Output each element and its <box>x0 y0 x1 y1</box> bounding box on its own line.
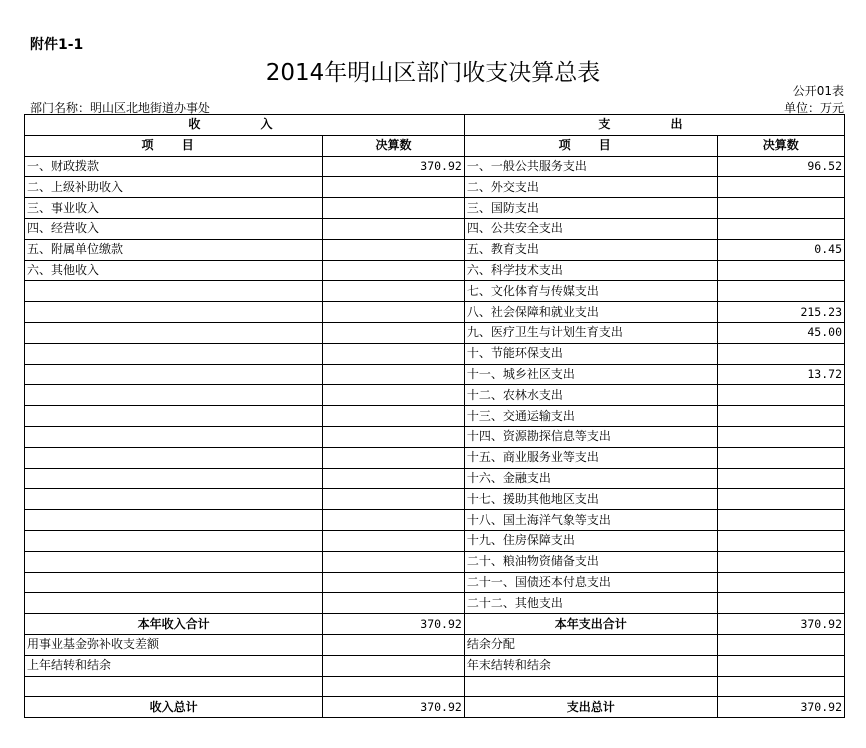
income-item-cell <box>25 385 323 406</box>
income-amount-cell: 370.92 <box>323 697 465 718</box>
table-row <box>25 676 845 697</box>
expense-item-cell: 三、国防支出 <box>464 198 717 219</box>
table-row <box>25 260 845 281</box>
expense-item-cell: 支出总计 <box>464 697 717 718</box>
expense-amount-cell <box>717 426 844 447</box>
income-item-cell <box>25 426 323 447</box>
income-item-cell <box>25 489 323 510</box>
expense-section-header: 支 出 <box>464 115 844 136</box>
expense-item-cell: 七、文化体育与传媒支出 <box>464 281 717 302</box>
table-row <box>25 468 845 489</box>
income-amount-cell <box>323 364 465 385</box>
expense-item-cell: 五、教育支出 <box>464 239 717 260</box>
expense-item-cell: 十四、资源勘探信息等支出 <box>464 426 717 447</box>
expense-item-cell: 八、社会保障和就业支出 <box>464 302 717 323</box>
expense-amount-cell <box>717 406 844 427</box>
expense-item-cell: 九、医疗卫生与计划生育支出 <box>464 322 717 343</box>
income-section-header: 收 入 <box>25 115 465 136</box>
expense-amount-cell: 0.45 <box>717 239 844 260</box>
table-row <box>25 364 845 385</box>
income-item-cell <box>25 343 323 364</box>
table-row <box>25 343 845 364</box>
table-row <box>25 593 845 614</box>
table-row <box>25 385 845 406</box>
income-item-cell <box>25 676 323 697</box>
expense-amount-cell: 215.23 <box>717 302 844 323</box>
income-item-cell <box>25 530 323 551</box>
expense-amount-cell <box>717 551 844 572</box>
table-row <box>25 426 845 447</box>
income-amount-cell: 370.92 <box>323 156 465 177</box>
expense-item-cell: 二、外交支出 <box>464 177 717 198</box>
income-item-cell: 六、其他收入 <box>25 260 323 281</box>
table-row <box>25 406 845 427</box>
income-item-cell <box>25 302 323 323</box>
table-row <box>25 489 845 510</box>
table-row <box>25 447 845 468</box>
income-amount-cell <box>323 343 465 364</box>
expense-item-header: 项 目 <box>464 135 717 156</box>
income-amount-cell <box>323 447 465 468</box>
table-row <box>25 530 845 551</box>
expense-amount-cell <box>717 572 844 593</box>
income-item-cell: 本年收入合计 <box>25 614 323 635</box>
income-amount-cell <box>323 198 465 219</box>
expense-amount-cell <box>717 198 844 219</box>
expense-amount-cell: 96.52 <box>717 156 844 177</box>
page-title: 2014年明山区部门收支决算总表 <box>265 60 601 86</box>
section-header-row <box>25 115 845 136</box>
expense-item-cell: 十九、住房保障支出 <box>464 530 717 551</box>
expense-amount-cell <box>717 260 844 281</box>
income-amount-cell <box>323 510 465 531</box>
expense-amount-cell <box>717 676 844 697</box>
income-item-cell: 一、财政拨款 <box>25 156 323 177</box>
income-item-cell <box>25 593 323 614</box>
table-row <box>25 697 845 718</box>
income-amount-cell <box>323 468 465 489</box>
expense-item-cell: 十、节能环保支出 <box>464 343 717 364</box>
income-item-cell: 上年结转和结余 <box>25 655 323 676</box>
expense-item-cell: 二十二、其他支出 <box>464 593 717 614</box>
expense-amount-cell: 370.92 <box>717 614 844 635</box>
table-row <box>25 239 845 260</box>
expense-amount-cell <box>717 510 844 531</box>
income-amount-cell <box>323 281 465 302</box>
income-amount-cell <box>323 322 465 343</box>
expense-amount-cell <box>717 655 844 676</box>
income-amount-cell <box>323 593 465 614</box>
income-amount-cell <box>323 406 465 427</box>
expense-item-cell: 十三、交通运输支出 <box>464 406 717 427</box>
expense-item-cell: 十五、商业服务业等支出 <box>464 447 717 468</box>
expense-amount-cell: 370.92 <box>717 697 844 718</box>
expense-item-cell: 十八、国土海洋气象等支出 <box>464 510 717 531</box>
income-amount-cell <box>323 634 465 655</box>
income-item-cell <box>25 572 323 593</box>
table-row <box>25 281 845 302</box>
expense-item-cell: 一、一般公共服务支出 <box>464 156 717 177</box>
income-item-cell <box>25 364 323 385</box>
department-name: 部门名称：明山区北地街道办事处 <box>30 101 211 115</box>
expense-item-cell: 十七、援助其他地区支出 <box>464 489 717 510</box>
expense-amount-header: 决算数 <box>717 135 844 156</box>
income-item-cell <box>25 406 323 427</box>
expense-item-cell: 十二、农林水支出 <box>464 385 717 406</box>
table-row <box>25 302 845 323</box>
income-item-cell <box>25 468 323 489</box>
income-amount-cell <box>323 302 465 323</box>
expense-item-cell: 年末结转和结余 <box>464 655 717 676</box>
table-row <box>25 322 845 343</box>
expense-amount-cell <box>717 593 844 614</box>
income-amount-cell <box>323 239 465 260</box>
table-row <box>25 510 845 531</box>
table-row <box>25 218 845 239</box>
table-row <box>25 156 845 177</box>
expense-amount-cell <box>717 385 844 406</box>
expense-item-cell: 结余分配 <box>464 634 717 655</box>
table-row <box>25 614 845 635</box>
income-amount-cell: 370.92 <box>323 614 465 635</box>
table-row <box>25 198 845 219</box>
income-amount-cell <box>323 426 465 447</box>
attachment-label: 附件1-1 <box>30 37 84 53</box>
expense-item-cell <box>464 676 717 697</box>
income-item-cell <box>25 281 323 302</box>
expense-amount-cell <box>717 343 844 364</box>
expense-item-cell: 本年支出合计 <box>464 614 717 635</box>
income-amount-cell <box>323 385 465 406</box>
income-amount-cell <box>323 218 465 239</box>
income-item-cell <box>25 322 323 343</box>
expense-amount-cell <box>717 447 844 468</box>
income-item-cell: 收入总计 <box>25 697 323 718</box>
income-item-cell <box>25 551 323 572</box>
income-item-cell: 三、事业收入 <box>25 198 323 219</box>
income-item-cell: 五、附属单位缴款 <box>25 239 323 260</box>
table-row <box>25 177 845 198</box>
income-amount-cell <box>323 655 465 676</box>
expense-item-cell: 二十、粮油物资储备支出 <box>464 551 717 572</box>
expense-amount-cell: 13.72 <box>717 364 844 385</box>
expense-amount-cell <box>717 634 844 655</box>
expense-item-cell: 十六、金融支出 <box>464 468 717 489</box>
expense-amount-cell <box>717 281 844 302</box>
expense-item-cell: 四、公共安全支出 <box>464 218 717 239</box>
income-item-cell <box>25 510 323 531</box>
expense-item-cell: 十一、城乡社区支出 <box>464 364 717 385</box>
expense-amount-cell <box>717 530 844 551</box>
unit-label: 单位：万元 <box>783 101 844 115</box>
income-amount-cell <box>323 177 465 198</box>
expense-item-cell: 六、科学技术支出 <box>464 260 717 281</box>
income-item-cell: 二、上级补助收入 <box>25 177 323 198</box>
table-row <box>25 655 845 676</box>
income-amount-cell <box>323 572 465 593</box>
table-row <box>25 572 845 593</box>
income-amount-header: 决算数 <box>323 135 465 156</box>
expense-amount-cell <box>717 177 844 198</box>
column-header-row <box>25 135 845 156</box>
budget-table <box>24 114 845 718</box>
income-item-cell: 四、经营收入 <box>25 218 323 239</box>
income-item-cell: 用事业基金弥补收支差额 <box>25 634 323 655</box>
expense-amount-cell <box>717 468 844 489</box>
income-amount-cell <box>323 676 465 697</box>
expense-amount-cell <box>717 218 844 239</box>
income-item-header: 项 目 <box>25 135 323 156</box>
income-amount-cell <box>323 260 465 281</box>
table-row <box>25 551 845 572</box>
expense-amount-cell <box>717 489 844 510</box>
income-item-cell <box>25 447 323 468</box>
expense-amount-cell: 45.00 <box>717 322 844 343</box>
table-code: 公开01表 <box>792 84 844 98</box>
income-amount-cell <box>323 530 465 551</box>
income-amount-cell <box>323 551 465 572</box>
income-amount-cell <box>323 489 465 510</box>
expense-item-cell: 二十一、国债还本付息支出 <box>464 572 717 593</box>
table-row <box>25 634 845 655</box>
